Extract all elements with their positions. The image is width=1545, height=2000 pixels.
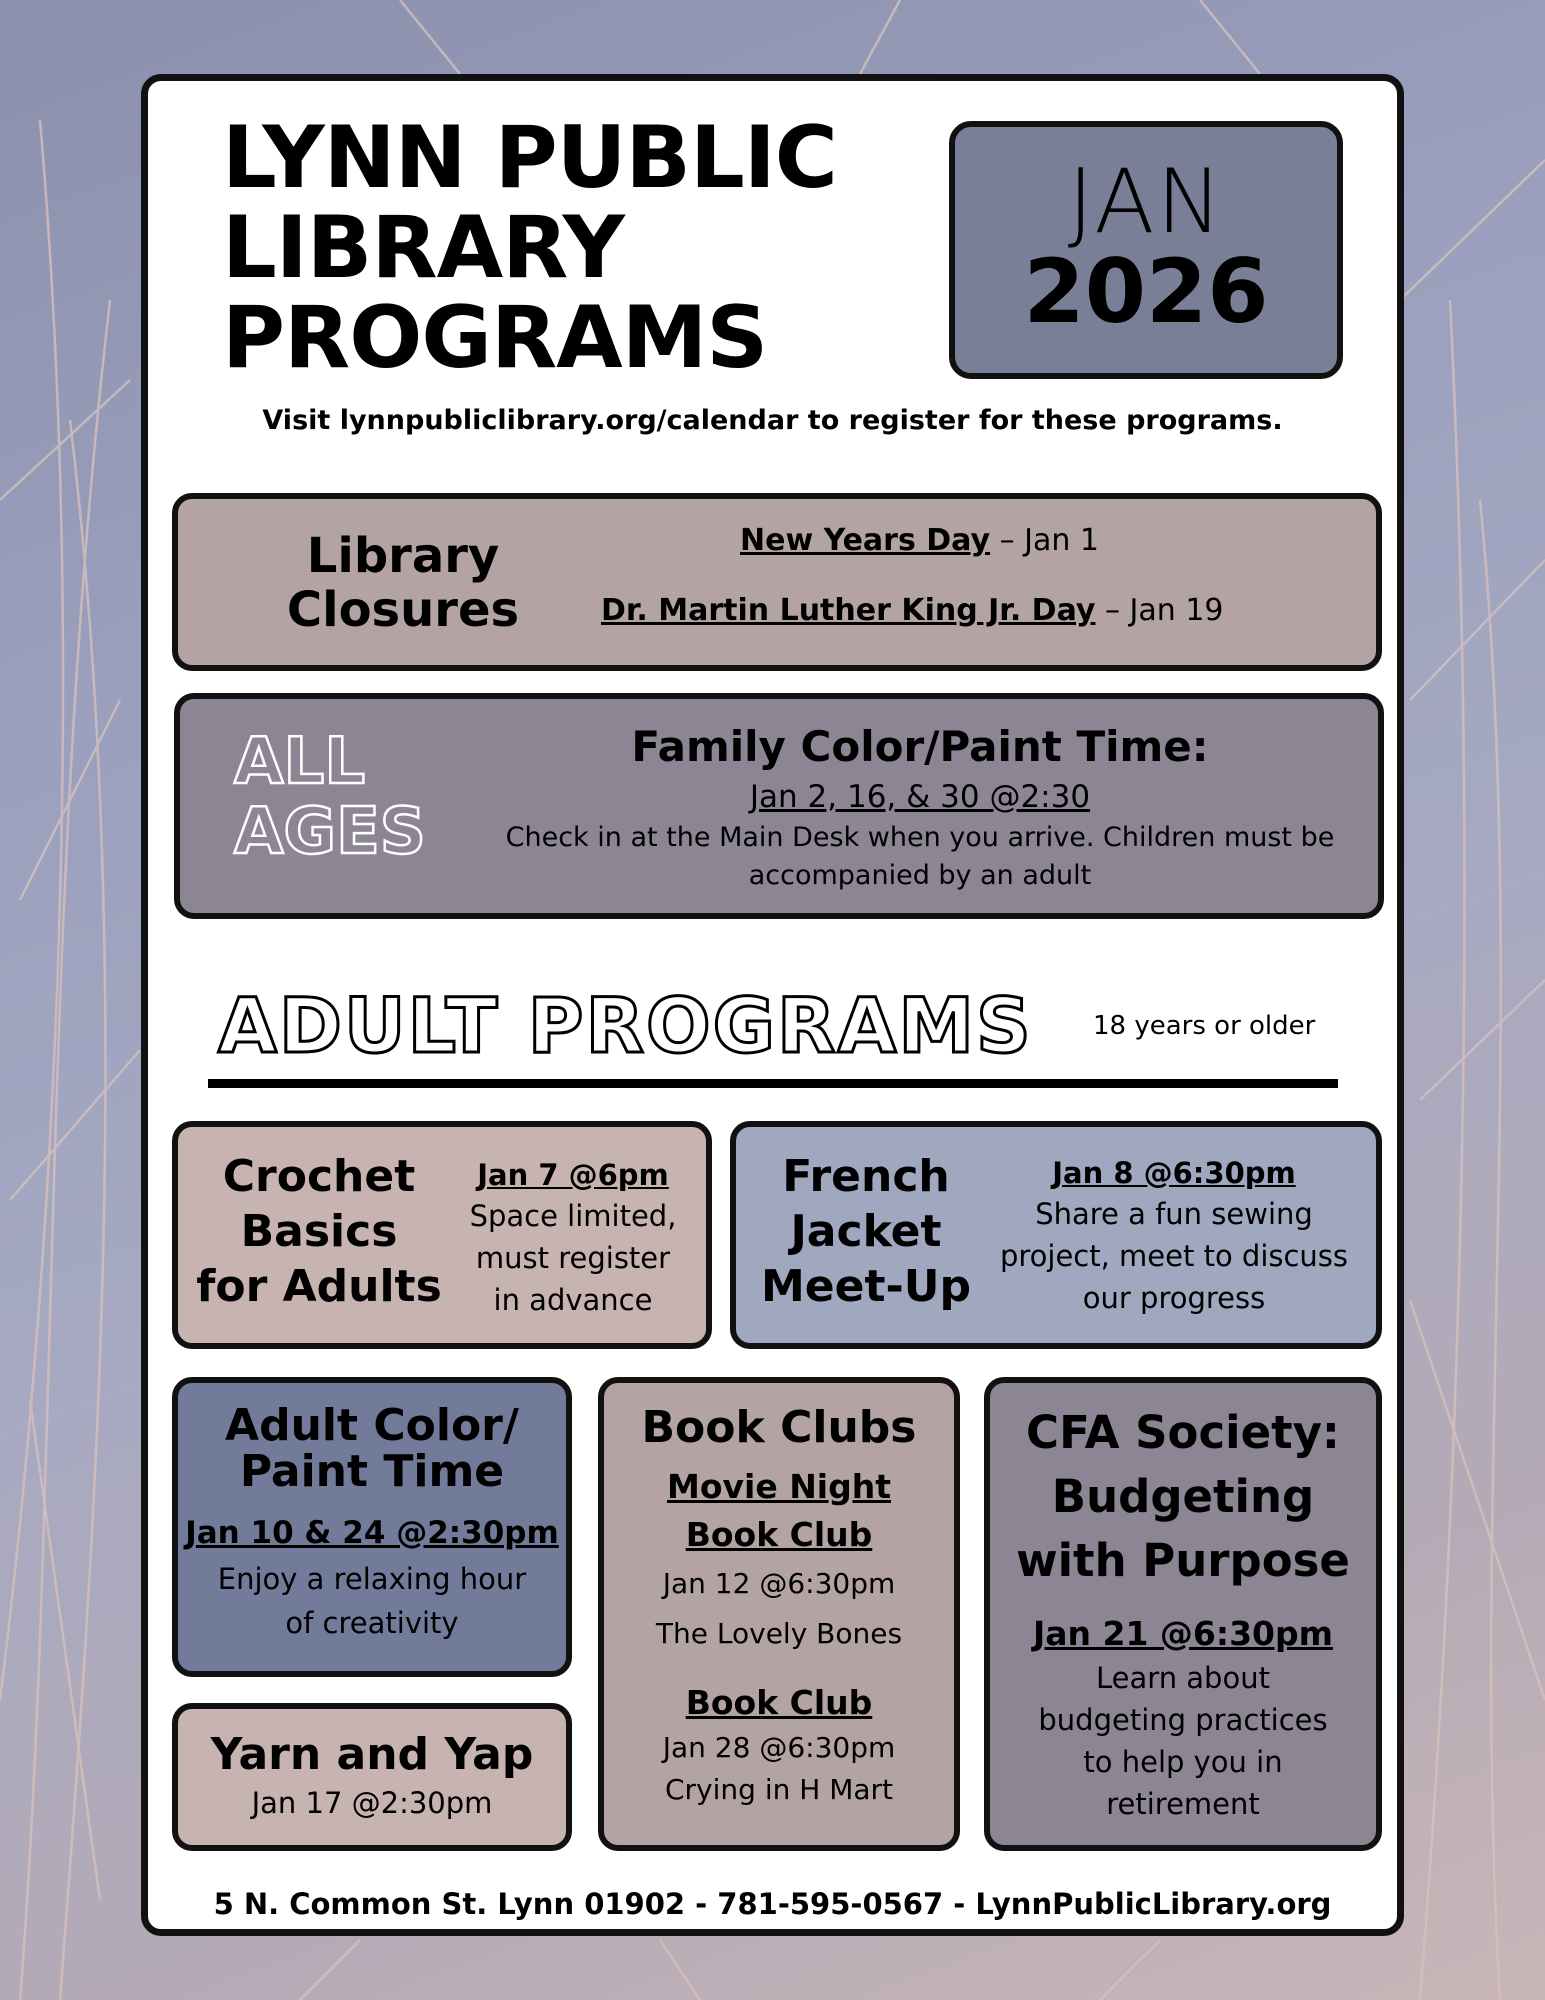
all-ages-panel	[174, 693, 1384, 919]
poster-title	[222, 108, 942, 388]
adult-paint-card	[172, 1377, 572, 1677]
book-clubs-title: Book Clubs	[641, 1402, 917, 1453]
adult-programs-heading: ADULT PROGRAMS	[218, 981, 1033, 1070]
cfa-society-card	[984, 1377, 1382, 1851]
closure-item	[601, 593, 1224, 628]
crochet-date: Jan 7 @6pm	[477, 1158, 669, 1192]
french-jacket-card	[730, 1121, 1382, 1349]
french-title-line: Jacket	[790, 1206, 942, 1257]
closure-name: Dr. Martin Luther King Jr. Day	[601, 593, 1096, 628]
title-line: LYNN PUBLIC	[222, 108, 837, 208]
crochet-desc: must register	[475, 1241, 671, 1275]
adult-paint-content	[178, 1400, 566, 1645]
club-book: The Lovely Bones	[655, 1617, 903, 1650]
french-desc: Share a fun sewing	[1035, 1197, 1313, 1231]
closure-item	[740, 523, 1099, 558]
closure-date: – Jan 19	[1105, 593, 1224, 628]
all-ages-label	[234, 727, 426, 867]
family-paint-desc: accompanied by an adult	[748, 860, 1092, 891]
month-badge	[949, 121, 1343, 379]
yarn-date: Jan 17 @2:30pm	[251, 1786, 493, 1820]
title-line: PROGRAMS	[222, 288, 768, 388]
french-desc: our progress	[1082, 1281, 1266, 1315]
yarn-title: Yarn and Yap	[210, 1729, 534, 1780]
crochet-title-line: Basics	[240, 1206, 398, 1257]
all-ages-line: AGES	[234, 795, 426, 869]
closures-panel	[172, 493, 1382, 671]
all-ages-line: ALL	[234, 725, 366, 799]
crochet-desc: in advance	[493, 1283, 653, 1317]
adult-paint-title: Adult Color/	[225, 1400, 519, 1451]
crochet-title-line: Crochet	[222, 1151, 416, 1202]
club-date: Jan 28 @6:30pm	[662, 1731, 896, 1764]
adult-paint-title: Paint Time	[239, 1446, 505, 1497]
french-title	[746, 1149, 986, 1314]
family-paint-info	[480, 719, 1360, 895]
cfa-desc: budgeting practices	[1038, 1703, 1328, 1737]
crochet-card	[172, 1121, 712, 1349]
french-title-line: Meet-Up	[761, 1261, 971, 1312]
age-note: 18 years or older	[1093, 1011, 1316, 1041]
crochet-title	[184, 1149, 454, 1314]
register-instructions: Visit lynnpubliclibrary.org/calendar to register for these programs.	[262, 405, 1283, 436]
closure-name: New Years Day	[740, 523, 991, 558]
yarn-and-yap-card	[172, 1703, 572, 1851]
french-details	[984, 1153, 1364, 1319]
club-name: Book Club	[685, 1683, 873, 1722]
closures-label: Library Closures	[286, 528, 520, 638]
closure-date: – Jan 1	[999, 523, 1100, 558]
club-name: Movie Night	[666, 1467, 892, 1506]
club-date: Jan 12 @6:30pm	[662, 1567, 896, 1600]
cfa-desc: Learn about	[1096, 1661, 1270, 1695]
cfa-desc: retirement	[1106, 1787, 1260, 1821]
book-clubs-card	[598, 1377, 960, 1851]
title-line: LIBRARY	[222, 198, 624, 298]
club-name: Book Club	[685, 1515, 873, 1554]
crochet-desc: Space limited,	[469, 1199, 677, 1233]
book-clubs-content	[604, 1399, 954, 1811]
french-title-line: French	[782, 1151, 950, 1202]
yarn-content	[178, 1727, 566, 1823]
family-paint-dates: Jan 2, 16, & 30 @2:30	[749, 779, 1091, 815]
cfa-date: Jan 21 @6:30pm	[1032, 1614, 1334, 1653]
cfa-title: Budgeting	[1051, 1470, 1315, 1523]
program-poster	[141, 74, 1404, 1936]
french-desc: project, meet to discuss	[999, 1239, 1349, 1273]
crochet-title-line: for Adults	[196, 1261, 442, 1312]
cfa-title: CFA Society:	[1026, 1406, 1340, 1459]
family-paint-title: Family Color/Paint Time:	[631, 722, 1209, 771]
year-label: 2026	[1023, 240, 1269, 343]
month-label: JAN	[1067, 150, 1225, 253]
cfa-desc: to help you in	[1083, 1745, 1283, 1779]
adult-paint-desc: Enjoy a relaxing hour	[217, 1562, 527, 1596]
section-divider	[208, 1079, 1338, 1088]
family-paint-desc: Check in at the Main Desk when you arrive. Children must be	[505, 822, 1335, 853]
cfa-content	[990, 1401, 1376, 1825]
adult-paint-date: Jan 10 & 24 @2:30pm	[185, 1515, 559, 1551]
adult-paint-desc: of creativity	[285, 1606, 459, 1640]
french-date: Jan 8 @6:30pm	[1052, 1156, 1296, 1190]
club-book: Crying in H Mart	[664, 1773, 894, 1806]
contact-footer: 5 N. Common St. Lynn 01902 - 781-595-0567 - LynnPublicLibrary.org	[213, 1887, 1332, 1921]
cfa-title: with Purpose	[1016, 1534, 1350, 1587]
crochet-details	[448, 1155, 698, 1321]
